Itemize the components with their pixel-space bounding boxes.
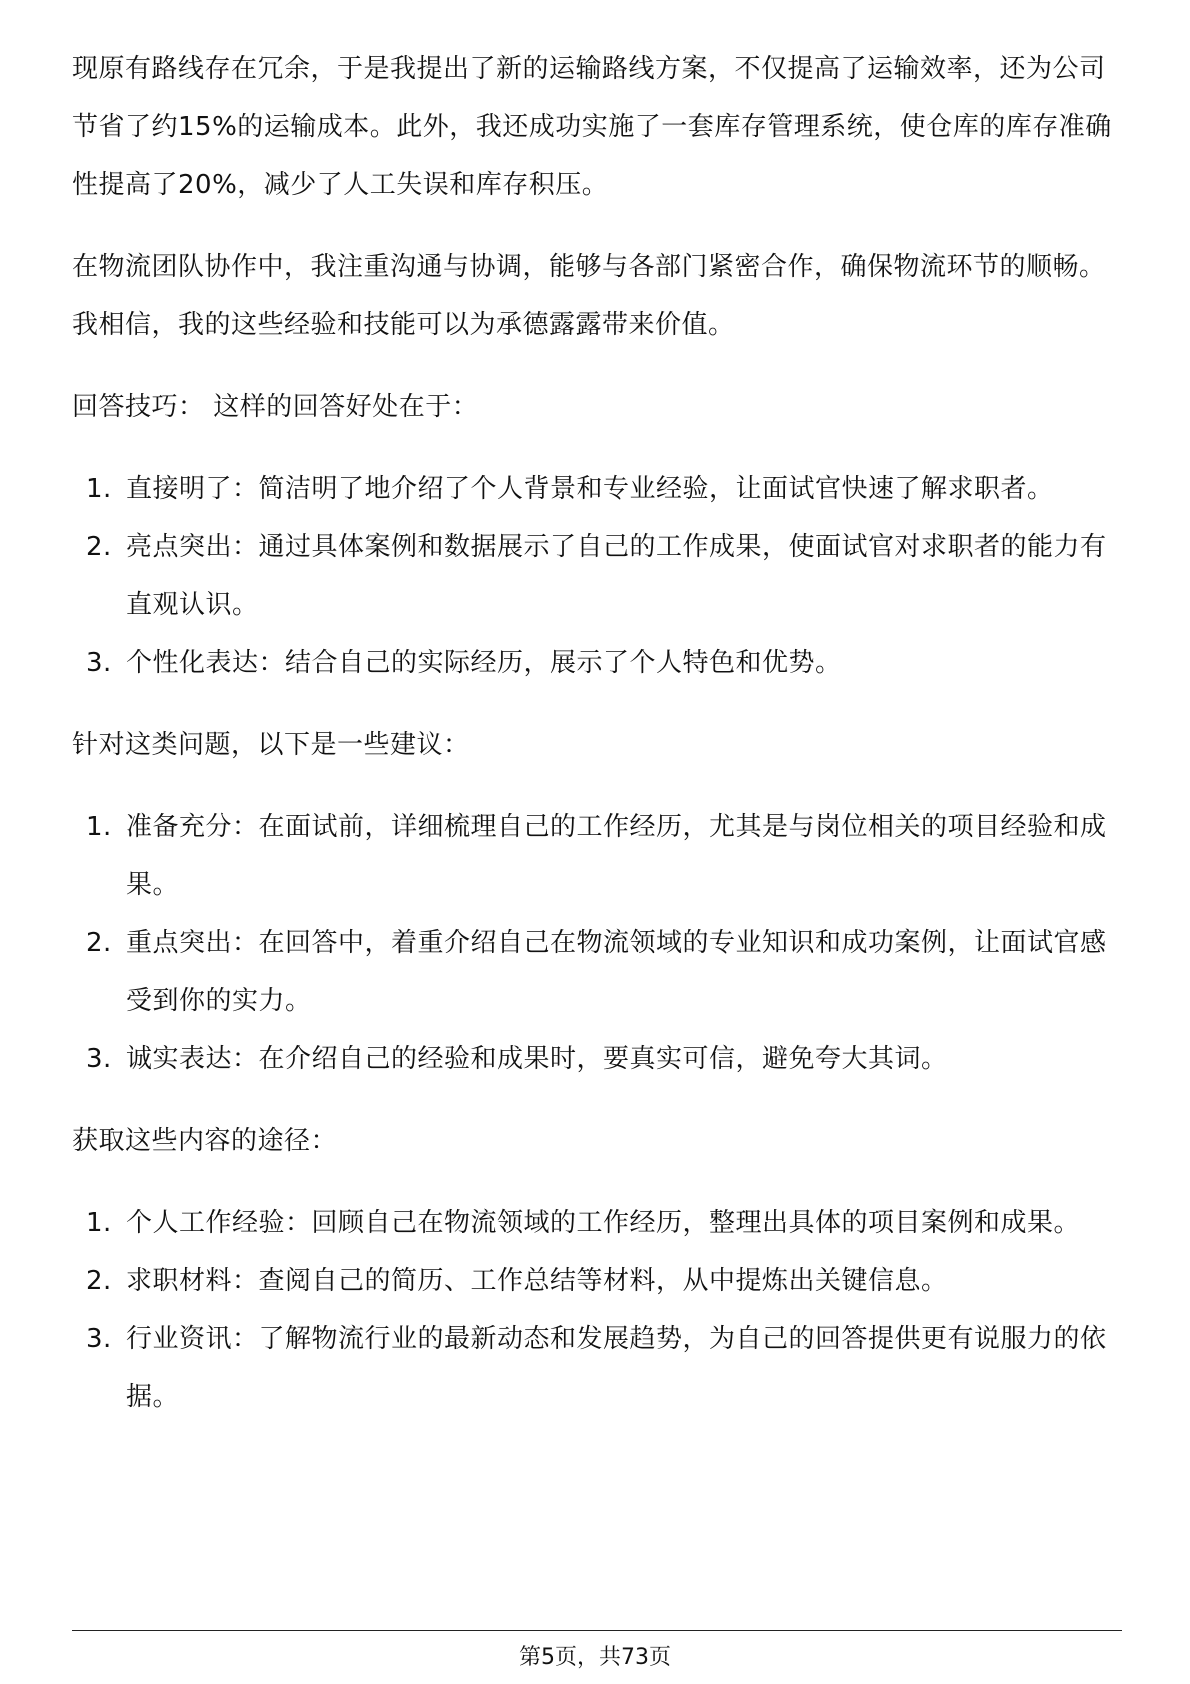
paragraph-tips-heading: 回答技巧： 这样的回答好处在于： [72,392,479,422]
paragraph-teamwork: 在物流团队协作中，我注重沟通与协调，能够与各部门紧密合作，确保物流环节的顺畅。我相信，我的这些经验和技能可以为承德露露带来价值。 [72,252,1106,340]
list-item: 3. 诚实表达：在介绍自己的经验和成果时，要真实可信，避免夸大其词。 [86,1044,948,1074]
tips-list [72,460,1122,692]
footer-divider [72,1630,1122,1631]
document-body [72,40,1122,1450]
list-item: 2. 求职材料：查阅自己的简历、工作总结等材料，从中提炼出关键信息。 [86,1266,948,1296]
sources-list [72,1194,1122,1426]
list-item: 1. 个人工作经验：回顾自己在物流领域的工作经历，整理出具体的项目案例和成果。 [86,1208,1081,1238]
list-item: 3. 个性化表达：结合自己的实际经历，展示了个人特色和优势。 [86,648,842,678]
list-item: 2. 重点突出：在回答中，着重介绍自己在物流领域的专业知识和成功案例，让面试官感受到你的实力。 [86,928,1107,1016]
page-number: 第5页，共73页 [519,1645,671,1670]
paragraph-sources-heading: 获取这些内容的途径： [72,1126,338,1156]
paragraph-experience: 现原有路线存在冗余，于是我提出了新的运输路线方案，不仅提高了运输效率，还为公司节省了约15%的运输成本。此外，我还成功实施了一套库存管理系统，使仓库的库存准确性提高了20%，减少了人工失误和库存积压。 [72,54,1112,200]
list-item: 1. 准备充分：在面试前，详细梳理自己的工作经历，尤其是与岗位相关的项目经验和成果。 [86,812,1107,900]
list-item: 3. 行业资讯：了解物流行业的最新动态和发展趋势，为自己的回答提供更有说服力的依据。 [86,1324,1107,1412]
paragraph-advice-heading: 针对这类问题，以下是一些建议： [72,730,470,760]
list-item: 1. 直接明了：简洁明了地介绍了个人背景和专业经验，让面试官快速了解求职者。 [86,474,1054,504]
advice-list [72,798,1122,1088]
list-item: 2. 亮点突出：通过具体案例和数据展示了自己的工作成果，使面试官对求职者的能力有直观认识。 [86,532,1107,620]
